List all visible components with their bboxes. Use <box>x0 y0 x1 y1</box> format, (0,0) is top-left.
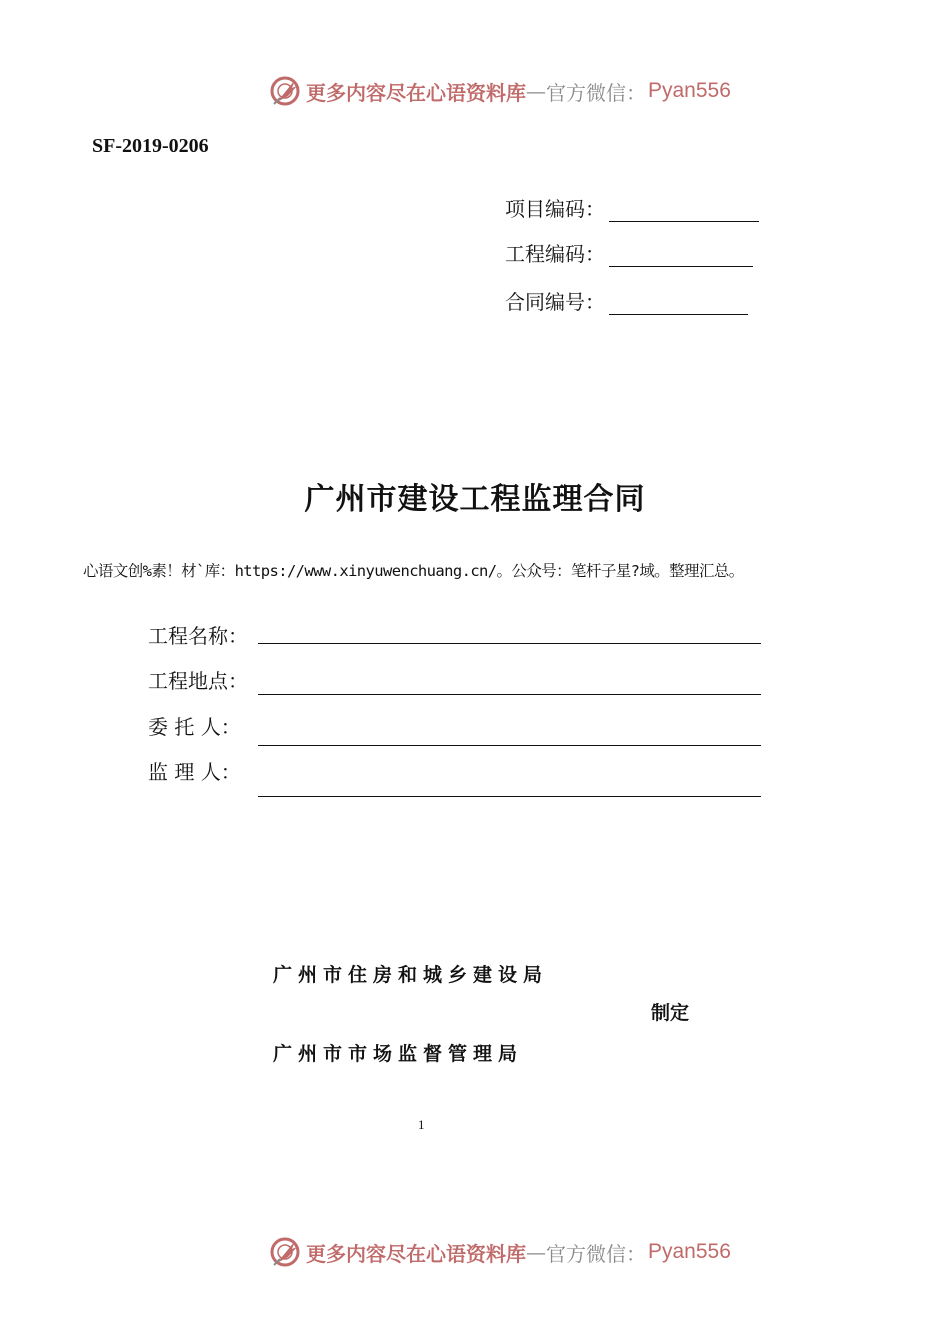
client-label: 委 托 人： <box>148 715 241 739</box>
contract-number-row <box>505 286 748 315</box>
footer-banner <box>268 1235 731 1269</box>
banner-wechat-id: Pyan556 <box>648 1240 731 1263</box>
client-line <box>258 745 761 746</box>
project-location-label: 工程地点： <box>148 669 248 693</box>
project-code-row <box>505 193 759 222</box>
banner-text: 更多内容尽在心语资料库 <box>306 80 526 105</box>
engineering-code-row <box>505 238 753 267</box>
engineering-code-line <box>609 244 753 267</box>
project-location-line <box>258 694 761 695</box>
banner-text: 更多内容尽在心语资料库 <box>306 1241 526 1266</box>
banner-official-label: 官方微信： <box>546 80 646 105</box>
banner-wechat-id: Pyan556 <box>648 79 731 102</box>
issuer-housing-bureau: 广州市住房和城乡建设局 <box>273 964 549 986</box>
made-by-label: 制定 <box>651 1002 690 1024</box>
project-code-label: 项目编码： <box>505 197 605 221</box>
supervisor-line <box>258 796 761 797</box>
supervisor-label: 监 理 人： <box>148 760 241 784</box>
feather-circle-logo <box>268 1235 302 1269</box>
page-title: 广州市建设工程监理合同 <box>304 482 646 517</box>
source-note: 心语文创%素！材`库：https://www.xinyuwenchuang.cn/。公众号：笔杆子星?域。整理汇总。 <box>83 562 744 580</box>
project-name-line <box>258 643 761 644</box>
header-banner <box>268 74 731 108</box>
feather-circle-logo <box>268 74 302 108</box>
banner-official-label: 官方微信： <box>546 1241 646 1266</box>
page-number: 1 <box>418 1117 425 1132</box>
project-code-line <box>609 199 759 222</box>
document-number: SF-2019-0206 <box>92 135 209 157</box>
banner-dash: — <box>526 79 546 103</box>
issuer-market-bureau: 广州市市场监督管理局 <box>273 1043 524 1065</box>
contract-number-line <box>609 292 748 315</box>
contract-number-label: 合同编号： <box>505 290 605 314</box>
project-name-label: 工程名称： <box>148 624 248 648</box>
banner-dash: — <box>526 1240 546 1264</box>
engineering-code-label: 工程编码： <box>505 242 605 266</box>
